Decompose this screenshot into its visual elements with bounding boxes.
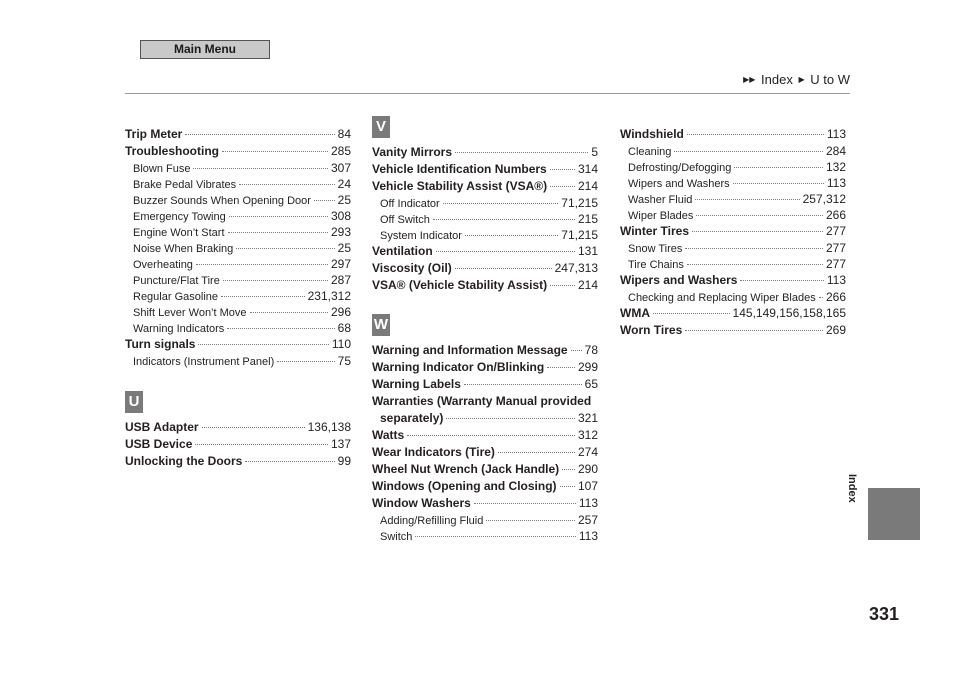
section-letter-u: U <box>125 391 143 413</box>
index-subentry[interactable]: Wiper Blades 266 <box>628 208 846 222</box>
index-subentry[interactable]: Brake Pedal Vibrates 24 <box>133 177 351 191</box>
index-subentry[interactable]: Defrosting/Defogging 132 <box>628 160 846 174</box>
index-subentry[interactable]: Cleaning 284 <box>628 144 846 158</box>
index-entry[interactable]: Troubleshooting 285 <box>125 144 351 158</box>
index-subentry[interactable]: Buzzer Sounds When Opening Door 25 <box>133 193 351 207</box>
index-entry[interactable]: Warning Indicator On/Blinking 299 <box>372 360 598 374</box>
index-entry[interactable]: Vehicle Identification Numbers 314 <box>372 162 598 176</box>
index-column-2 <box>372 116 598 544</box>
index-entry[interactable]: Vehicle Stability Assist (VSA®) 214 <box>372 179 598 193</box>
index-subentry[interactable]: Off Indicator 71,215 <box>380 196 598 210</box>
breadcrumb-section: U to W <box>810 72 850 87</box>
index-entry[interactable]: Worn Tires 269 <box>620 323 846 337</box>
index-subentry[interactable]: Noise When Braking 25 <box>133 241 351 255</box>
index-entry[interactable]: Wear Indicators (Tire) 274 <box>372 445 598 459</box>
index-entry[interactable]: USB Device 137 <box>125 437 351 451</box>
index-column-1 <box>125 126 351 470</box>
index-entry[interactable]: Windows (Opening and Closing) 107 <box>372 479 598 493</box>
index-tab[interactable] <box>868 488 920 540</box>
index-entry[interactable]: Unlocking the Doors 99 <box>125 454 351 468</box>
index-entry[interactable]: Warning Labels 65 <box>372 377 598 391</box>
index-entry[interactable]: separately) 321 <box>380 411 598 425</box>
index-subentry[interactable]: System Indicator 71,215 <box>380 228 598 242</box>
index-column-3 <box>620 126 846 339</box>
index-entry[interactable]: Vanity Mirrors 5 <box>372 145 598 159</box>
index-entry[interactable]: VSA® (Vehicle Stability Assist) 214 <box>372 278 598 292</box>
index-subentry[interactable]: Off Switch 215 <box>380 212 598 226</box>
index-subentry[interactable]: Warning Indicators 68 <box>133 321 351 335</box>
header-rule <box>125 93 850 94</box>
index-entry[interactable]: Turn signals 110 <box>125 337 351 351</box>
main-menu-button[interactable]: Main Menu <box>140 40 270 59</box>
index-subentry[interactable]: Emergency Towing 308 <box>133 209 351 223</box>
page-number: 331 <box>869 604 900 624</box>
index-subentry[interactable]: Switch 113 <box>380 529 598 543</box>
index-entry[interactable]: Trip Meter 84 <box>125 127 351 141</box>
index-entry[interactable]: Wheel Nut Wrench (Jack Handle) 290 <box>372 462 598 476</box>
index-subentry[interactable]: Shift Lever Won’t Move 296 <box>133 305 351 319</box>
index-entry[interactable]: Watts 312 <box>372 428 598 442</box>
index-subentry[interactable]: Snow Tires 277 <box>628 241 846 255</box>
index-entry[interactable]: WMA 145,149,156,158,165 <box>620 306 846 320</box>
index-subentry[interactable]: Tire Chains 277 <box>628 257 846 271</box>
section-letter-w: W <box>372 314 390 336</box>
index-subentry[interactable]: Overheating 297 <box>133 257 351 271</box>
index-subentry[interactable]: Adding/Refilling Fluid 257 <box>380 513 598 527</box>
index-subentry[interactable]: Engine Won’t Start 293 <box>133 225 351 239</box>
index-subentry[interactable]: Washer Fluid 257,312 <box>628 192 846 206</box>
index-entry[interactable]: Ventilation 131 <box>372 244 598 258</box>
breadcrumb-index[interactable]: Index <box>761 72 793 87</box>
index-subentry[interactable]: Indicators (Instrument Panel) 75 <box>133 354 351 368</box>
breadcrumb <box>741 72 850 87</box>
double-arrow-icon: ▶▶ <box>743 75 756 84</box>
index-subentry[interactable]: Wipers and Washers 113 <box>628 176 846 190</box>
index-entry: Warranties (Warranty Manual provided <box>372 394 592 408</box>
index-entry[interactable]: Window Washers 113 <box>372 496 598 510</box>
index-entry[interactable]: Windshield 113 <box>620 127 846 141</box>
index-entry[interactable]: Wipers and Washers 113 <box>620 273 846 287</box>
index-subentry[interactable]: Puncture/Flat Tire 287 <box>133 273 351 287</box>
index-entry[interactable]: Winter Tires 277 <box>620 224 846 238</box>
arrow-icon: ▶ <box>798 75 805 84</box>
section-letter-v: V <box>372 116 390 138</box>
index-subentry[interactable]: Regular Gasoline 231,312 <box>133 289 351 303</box>
index-entry[interactable]: Viscosity (Oil) 247,313 <box>372 261 598 275</box>
index-entry[interactable]: USB Adapter 136,138 <box>125 420 351 434</box>
side-index-label: Index <box>846 474 858 503</box>
index-subentry[interactable]: Blown Fuse 307 <box>133 161 351 175</box>
index-subentry[interactable]: Checking and Replacing Wiper Blades 266 <box>628 290 846 304</box>
index-entry[interactable]: Warning and Information Message 78 <box>372 343 598 357</box>
